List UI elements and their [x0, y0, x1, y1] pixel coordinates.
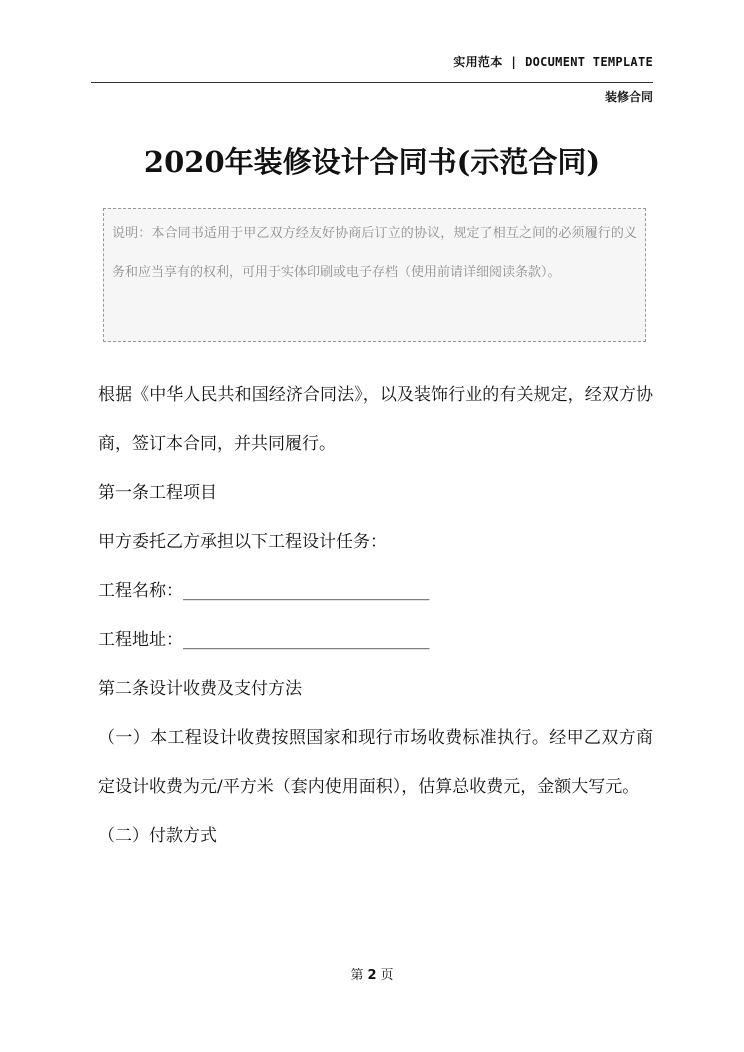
- header-divider: [91, 82, 653, 83]
- page-number: 2: [367, 968, 377, 983]
- document-body: [98, 371, 653, 861]
- header-sub-label: 装修合同: [604, 90, 653, 104]
- paragraph-task: 甲方委托乙方承担以下工程设计任务：: [98, 532, 387, 552]
- document-title: 2020年装修设计合同书(示范合同): [143, 145, 601, 179]
- field-project-name: 工程名称：_____________________________: [98, 581, 430, 601]
- paragraph-preamble: 根据《中华人民共和国经济合同法》，以及装饰行业的有关规定，经双方协商，签订本合同，并共同履行。: [98, 385, 653, 454]
- field-project-address: 工程地址：_____________________________: [98, 630, 430, 650]
- notice-box: [103, 208, 646, 342]
- header-top-label: 实用范本 | DOCUMENT TEMPLATE: [453, 55, 653, 69]
- footer-prefix: 第: [350, 968, 364, 983]
- section-heading-2: 第二条设计收费及支付方法: [98, 679, 302, 699]
- footer-suffix: 页: [380, 968, 394, 983]
- page-footer: [0, 964, 744, 983]
- notice-text: 说明：本合同书适用于甲乙双方经友好协商后订立的协议，规定了相互之间的必须履行的义务和应当享有的权利，可用于实体印刷或电子存档（使用前请详细阅读条款）。: [112, 226, 637, 280]
- paragraph-payment: （二）付款方式: [98, 826, 217, 846]
- paragraph-fee: （一）本工程设计收费按照国家和现行市场收费标准执行。经甲乙双方商定设计收费为元/平方米（套内使用面积），估算总收费元，金额大写元。: [98, 728, 653, 797]
- section-heading-1: 第一条工程项目: [98, 483, 217, 503]
